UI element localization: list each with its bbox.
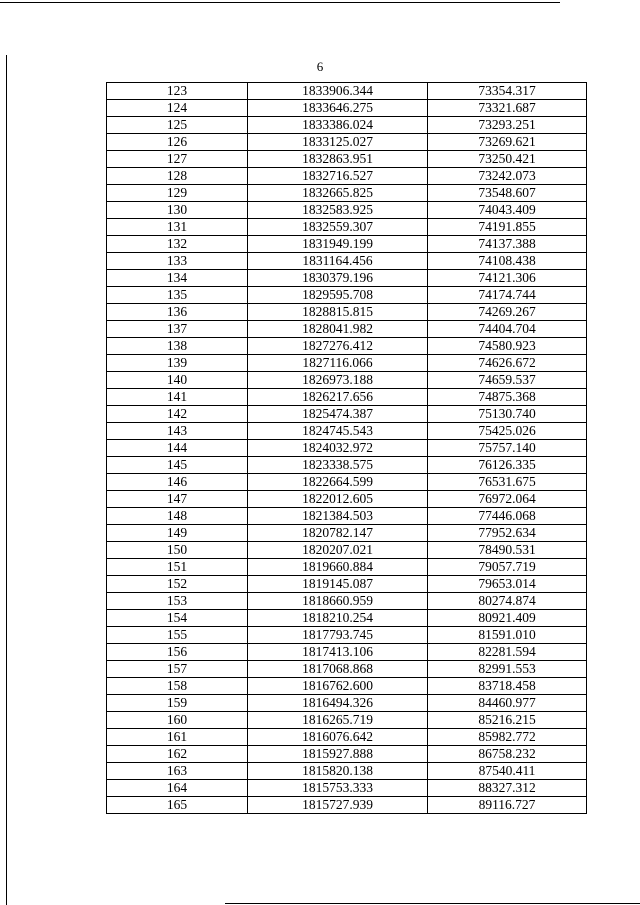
y-coordinate-cell: 74108.438 — [428, 253, 587, 270]
table-row — [107, 321, 587, 338]
point-number-cell: 136 — [107, 304, 248, 321]
y-coordinate-cell: 73242.073 — [428, 168, 587, 185]
y-coordinate-cell: 74137.388 — [428, 236, 587, 253]
y-coordinate-cell: 85216.215 — [428, 712, 587, 729]
x-coordinate-cell: 1815927.888 — [248, 746, 428, 763]
x-coordinate-cell: 1825474.387 — [248, 406, 428, 423]
table-row — [107, 236, 587, 253]
point-number-cell: 164 — [107, 780, 248, 797]
point-number-cell: 139 — [107, 355, 248, 372]
x-coordinate-cell: 1833906.344 — [248, 83, 428, 100]
table-row — [107, 389, 587, 406]
y-coordinate-cell: 87540.411 — [428, 763, 587, 780]
table-row — [107, 797, 587, 814]
point-number-cell: 151 — [107, 559, 248, 576]
y-coordinate-cell: 77446.068 — [428, 508, 587, 525]
y-coordinate-cell: 80921.409 — [428, 610, 587, 627]
x-coordinate-cell: 1827116.066 — [248, 355, 428, 372]
y-coordinate-cell: 84460.977 — [428, 695, 587, 712]
point-number-cell: 148 — [107, 508, 248, 525]
y-coordinate-cell: 79057.719 — [428, 559, 587, 576]
y-coordinate-cell: 74659.537 — [428, 372, 587, 389]
table-row — [107, 270, 587, 287]
scan-edge-bottom — [225, 903, 640, 904]
x-coordinate-cell: 1827276.412 — [248, 338, 428, 355]
x-coordinate-cell: 1815820.138 — [248, 763, 428, 780]
y-coordinate-cell: 76531.675 — [428, 474, 587, 491]
point-number-cell: 128 — [107, 168, 248, 185]
table-row — [107, 253, 587, 270]
x-coordinate-cell: 1817413.106 — [248, 644, 428, 661]
y-coordinate-cell: 74404.704 — [428, 321, 587, 338]
x-coordinate-cell: 1816494.326 — [248, 695, 428, 712]
point-number-cell: 132 — [107, 236, 248, 253]
table-row — [107, 712, 587, 729]
table-row — [107, 287, 587, 304]
x-coordinate-cell: 1818210.254 — [248, 610, 428, 627]
point-number-cell: 140 — [107, 372, 248, 389]
table-row — [107, 117, 587, 134]
table-row — [107, 457, 587, 474]
table-row — [107, 372, 587, 389]
y-coordinate-cell: 85982.772 — [428, 729, 587, 746]
point-number-cell: 165 — [107, 797, 248, 814]
table-row — [107, 695, 587, 712]
table-row — [107, 763, 587, 780]
point-number-cell: 155 — [107, 627, 248, 644]
table-row — [107, 780, 587, 797]
x-coordinate-cell: 1832583.925 — [248, 202, 428, 219]
point-number-cell: 159 — [107, 695, 248, 712]
table-row — [107, 406, 587, 423]
table-row — [107, 202, 587, 219]
x-coordinate-cell: 1816076.642 — [248, 729, 428, 746]
y-coordinate-cell: 83718.458 — [428, 678, 587, 695]
point-number-cell: 163 — [107, 763, 248, 780]
point-number-cell: 138 — [107, 338, 248, 355]
table-row — [107, 151, 587, 168]
y-coordinate-cell: 74043.409 — [428, 202, 587, 219]
y-coordinate-cell: 73548.607 — [428, 185, 587, 202]
point-number-cell: 133 — [107, 253, 248, 270]
y-coordinate-cell: 75757.140 — [428, 440, 587, 457]
y-coordinate-cell: 76126.335 — [428, 457, 587, 474]
y-coordinate-cell: 80274.874 — [428, 593, 587, 610]
y-coordinate-cell: 75130.740 — [428, 406, 587, 423]
y-coordinate-cell: 74580.923 — [428, 338, 587, 355]
y-coordinate-cell: 73354.317 — [428, 83, 587, 100]
point-number-cell: 127 — [107, 151, 248, 168]
coordinates-table-body — [107, 83, 587, 814]
point-number-cell: 157 — [107, 661, 248, 678]
x-coordinate-cell: 1819660.884 — [248, 559, 428, 576]
y-coordinate-cell: 74875.368 — [428, 389, 587, 406]
x-coordinate-cell: 1819145.087 — [248, 576, 428, 593]
x-coordinate-cell: 1816762.600 — [248, 678, 428, 695]
point-number-cell: 125 — [107, 117, 248, 134]
x-coordinate-cell: 1822664.599 — [248, 474, 428, 491]
table-row — [107, 678, 587, 695]
y-coordinate-cell: 73293.251 — [428, 117, 587, 134]
table-row — [107, 185, 587, 202]
table-row — [107, 338, 587, 355]
y-coordinate-cell: 81591.010 — [428, 627, 587, 644]
x-coordinate-cell: 1832559.307 — [248, 219, 428, 236]
point-number-cell: 124 — [107, 100, 248, 117]
point-number-cell: 123 — [107, 83, 248, 100]
point-number-cell: 152 — [107, 576, 248, 593]
x-coordinate-cell: 1828815.815 — [248, 304, 428, 321]
y-coordinate-cell: 77952.634 — [428, 525, 587, 542]
x-coordinate-cell: 1823338.575 — [248, 457, 428, 474]
point-number-cell: 156 — [107, 644, 248, 661]
point-number-cell: 149 — [107, 525, 248, 542]
point-number-cell: 150 — [107, 542, 248, 559]
y-coordinate-cell: 73250.421 — [428, 151, 587, 168]
table-row — [107, 576, 587, 593]
x-coordinate-cell: 1817068.868 — [248, 661, 428, 678]
x-coordinate-cell: 1820207.021 — [248, 542, 428, 559]
y-coordinate-cell: 75425.026 — [428, 423, 587, 440]
point-number-cell: 145 — [107, 457, 248, 474]
table-row — [107, 83, 587, 100]
y-coordinate-cell: 78490.531 — [428, 542, 587, 559]
x-coordinate-cell: 1832716.527 — [248, 168, 428, 185]
table-row — [107, 661, 587, 678]
table-row — [107, 644, 587, 661]
table-row — [107, 440, 587, 457]
point-number-cell: 129 — [107, 185, 248, 202]
table-row — [107, 100, 587, 117]
x-coordinate-cell: 1817793.745 — [248, 627, 428, 644]
table-row — [107, 304, 587, 321]
y-coordinate-cell: 73269.621 — [428, 134, 587, 151]
y-coordinate-cell: 79653.014 — [428, 576, 587, 593]
y-coordinate-cell: 82281.594 — [428, 644, 587, 661]
point-number-cell: 143 — [107, 423, 248, 440]
x-coordinate-cell: 1821384.503 — [248, 508, 428, 525]
table-row — [107, 491, 587, 508]
table-row — [107, 627, 587, 644]
x-coordinate-cell: 1831949.199 — [248, 236, 428, 253]
table-row — [107, 423, 587, 440]
x-coordinate-cell: 1830379.196 — [248, 270, 428, 287]
x-coordinate-cell: 1816265.719 — [248, 712, 428, 729]
table-row — [107, 134, 587, 151]
x-coordinate-cell: 1815727.939 — [248, 797, 428, 814]
scan-edge-left — [6, 55, 7, 905]
point-number-cell: 134 — [107, 270, 248, 287]
y-coordinate-cell: 73321.687 — [428, 100, 587, 117]
table-row — [107, 355, 587, 372]
point-number-cell: 144 — [107, 440, 248, 457]
point-number-cell: 135 — [107, 287, 248, 304]
y-coordinate-cell: 82991.553 — [428, 661, 587, 678]
point-number-cell: 130 — [107, 202, 248, 219]
scan-edge-top — [0, 2, 560, 3]
table-row — [107, 559, 587, 576]
y-coordinate-cell: 74121.306 — [428, 270, 587, 287]
page-number: 6 — [316, 59, 324, 74]
x-coordinate-cell: 1818660.959 — [248, 593, 428, 610]
point-number-cell: 147 — [107, 491, 248, 508]
table-row — [107, 610, 587, 627]
table-row — [107, 593, 587, 610]
x-coordinate-cell: 1826217.656 — [248, 389, 428, 406]
point-number-cell: 146 — [107, 474, 248, 491]
table-row — [107, 219, 587, 236]
x-coordinate-cell: 1828041.982 — [248, 321, 428, 338]
y-coordinate-cell: 89116.727 — [428, 797, 587, 814]
x-coordinate-cell: 1820782.147 — [248, 525, 428, 542]
x-coordinate-cell: 1831164.456 — [248, 253, 428, 270]
table-row — [107, 474, 587, 491]
point-number-cell: 160 — [107, 712, 248, 729]
point-number-cell: 162 — [107, 746, 248, 763]
y-coordinate-cell: 74191.855 — [428, 219, 587, 236]
point-number-cell: 153 — [107, 593, 248, 610]
table-row — [107, 746, 587, 763]
x-coordinate-cell: 1832863.951 — [248, 151, 428, 168]
y-coordinate-cell: 74174.744 — [428, 287, 587, 304]
table-row — [107, 542, 587, 559]
x-coordinate-cell: 1832665.825 — [248, 185, 428, 202]
point-number-cell: 141 — [107, 389, 248, 406]
point-number-cell: 158 — [107, 678, 248, 695]
table-row — [107, 525, 587, 542]
point-number-cell: 126 — [107, 134, 248, 151]
x-coordinate-cell: 1824032.972 — [248, 440, 428, 457]
point-number-cell: 154 — [107, 610, 248, 627]
point-number-cell: 161 — [107, 729, 248, 746]
y-coordinate-cell: 88327.312 — [428, 780, 587, 797]
table-row — [107, 729, 587, 746]
x-coordinate-cell: 1833125.027 — [248, 134, 428, 151]
x-coordinate-cell: 1833646.275 — [248, 100, 428, 117]
y-coordinate-cell: 74626.672 — [428, 355, 587, 372]
x-coordinate-cell: 1822012.605 — [248, 491, 428, 508]
x-coordinate-cell: 1829595.708 — [248, 287, 428, 304]
point-number-cell: 137 — [107, 321, 248, 338]
y-coordinate-cell: 74269.267 — [428, 304, 587, 321]
y-coordinate-cell: 76972.064 — [428, 491, 587, 508]
y-coordinate-cell: 86758.232 — [428, 746, 587, 763]
table-row — [107, 508, 587, 525]
table-row — [107, 168, 587, 185]
point-number-cell: 131 — [107, 219, 248, 236]
coordinates-table — [106, 82, 587, 814]
x-coordinate-cell: 1815753.333 — [248, 780, 428, 797]
x-coordinate-cell: 1826973.188 — [248, 372, 428, 389]
x-coordinate-cell: 1833386.024 — [248, 117, 428, 134]
point-number-cell: 142 — [107, 406, 248, 423]
x-coordinate-cell: 1824745.543 — [248, 423, 428, 440]
